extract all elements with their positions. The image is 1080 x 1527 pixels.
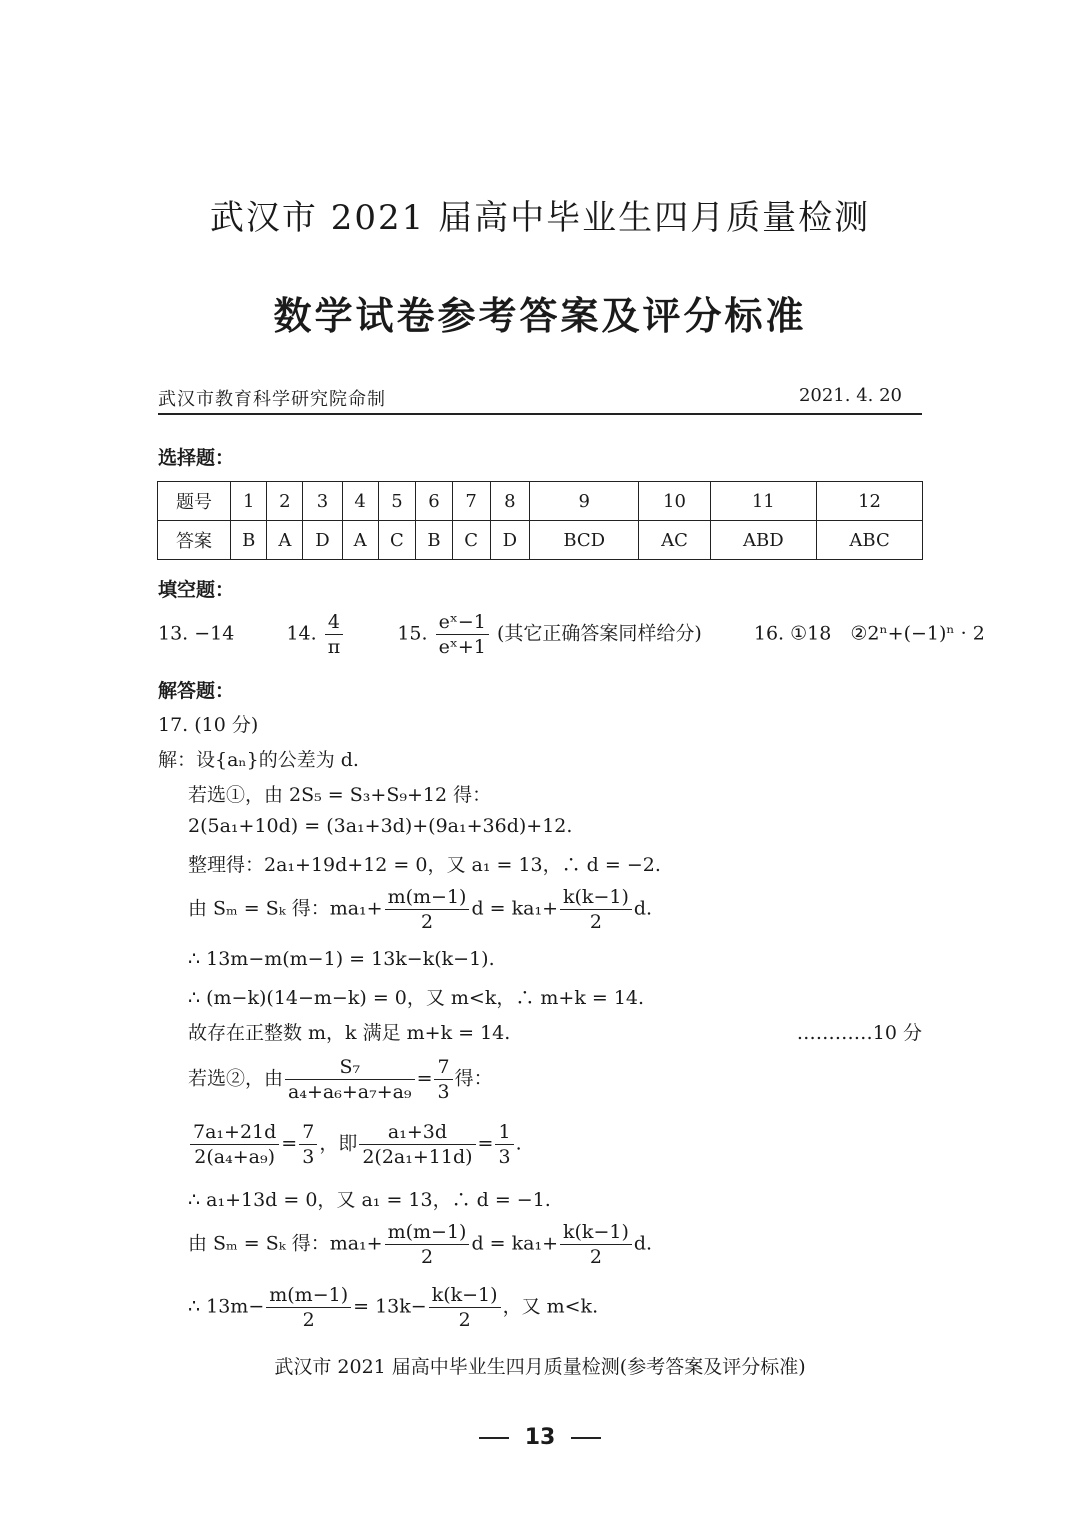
opt1-score: …………10 分 (796, 1022, 922, 1044)
fraction-numerator: k(k−1) (560, 1220, 632, 1245)
q17-header: 17. (10 分) (158, 714, 259, 736)
fraction-denominator: 2 (589, 911, 602, 933)
question-number: 4 (342, 482, 378, 521)
question-number: 2 (267, 482, 303, 521)
sm-equation-2 (188, 1220, 652, 1269)
document-title: 武汉市 2021 届高中毕业生四月质量检测 (209, 198, 871, 238)
document-subtitle: 数学试卷参考答案及评分标准 (273, 294, 807, 338)
fraction (299, 1120, 317, 1169)
fraction-numerator: S₇ (285, 1055, 415, 1080)
fraction-denominator: 2 (589, 1246, 602, 1268)
question-number: 7 (452, 482, 490, 521)
fraction-denominator: 2(2a₁+11d) (362, 1146, 473, 1168)
question-number: 8 (490, 482, 529, 521)
fraction (495, 1120, 513, 1169)
fraction-numerator: 1 (495, 1120, 513, 1145)
answer-cell: A (267, 521, 303, 560)
opt1-intro: 若选①，由 2S₅ = S₃+S₉+12 得： (188, 784, 492, 806)
answer-cell: ABD (710, 521, 817, 560)
opt2-intro (188, 1055, 493, 1104)
page-footer: 武汉市 2021 届高中毕业生四月质量检测(参考答案及评分标准) (274, 1356, 806, 1378)
fraction-numerator: 7 (299, 1120, 317, 1145)
question-number: 5 (378, 482, 416, 521)
fraction-numerator: m(m−1) (385, 1220, 470, 1245)
answer-cell: C (378, 521, 416, 560)
answer-13: 13. −14 (158, 622, 235, 645)
meta-bar (158, 383, 922, 415)
equation-text: = (281, 1132, 298, 1155)
equation-text: ∴ 13m− (188, 1295, 265, 1318)
question-number: 10 (639, 482, 710, 521)
answer-15-fraction (436, 610, 489, 659)
choice-section-label: 选择题： (158, 447, 235, 469)
answer-cell: AC (639, 521, 710, 560)
equation-text: d. (633, 897, 653, 920)
page-number-text: 13 (524, 1425, 556, 1450)
question-number: 9 (530, 482, 639, 521)
equation-text: = (477, 1132, 494, 1155)
opt1-equation: 2(5a₁+10d) = (3a₁+3d)+(9a₁+36d)+12. (188, 815, 573, 837)
table-row-numbers (158, 482, 923, 521)
answer-cell: D (490, 521, 529, 560)
fraction-numerator: eˣ−1 (436, 610, 489, 635)
q17-setup: 解：设{aₙ}的公差为 d. (158, 749, 359, 771)
opt2-step1: ∴ a₁+13d = 0，又 a₁ = 13，∴ d = −1. (188, 1189, 551, 1211)
fraction-numerator: k(k−1) (560, 885, 632, 910)
fraction (359, 1120, 475, 1169)
equation-text: 若选②，由 (188, 1067, 284, 1090)
opt2-last (188, 1283, 598, 1332)
fraction-denominator: 3 (498, 1146, 511, 1168)
fraction-denominator: a₄+a₆+a₇+a₉ (288, 1081, 412, 1103)
solution-section-label: 解答题： (158, 680, 235, 702)
fraction-denominator: 3 (302, 1146, 315, 1168)
fraction-numerator: 4 (325, 610, 344, 635)
fraction (385, 885, 470, 934)
fraction (560, 1220, 632, 1269)
fraction-numerator: m(m−1) (266, 1283, 351, 1308)
fraction (429, 1283, 501, 1332)
fraction-denominator: 2 (302, 1309, 315, 1331)
sm-equation-1 (188, 885, 652, 934)
answer-14-label: 14. (286, 622, 317, 645)
fraction-denominator: 2 (420, 911, 434, 933)
question-number: 11 (710, 482, 817, 521)
fraction-denominator: 2(a₄+a₉) (194, 1146, 276, 1168)
dash-right (571, 1437, 601, 1439)
question-number: 6 (416, 482, 452, 521)
dash-left (479, 1437, 509, 1439)
row-label-number: 题号 (158, 482, 231, 521)
fraction-denominator: 2 (420, 1246, 434, 1268)
question-number: 3 (303, 482, 342, 521)
equation-text: ，即 (319, 1132, 358, 1155)
answer-15-note: (其它正确答案同样给分) (496, 622, 702, 645)
answer-cell: D (303, 521, 342, 560)
opt2-line2 (188, 1120, 522, 1169)
equation-text: 由 Sₘ = Sₖ 得：ma₁+ (188, 1232, 383, 1255)
answer-cell: BCD (530, 521, 639, 560)
question-number: 1 (231, 482, 267, 521)
equation-text: 由 Sₘ = Sₖ 得：ma₁+ (188, 897, 383, 920)
fraction (190, 1120, 279, 1169)
fraction-numerator: 7 (434, 1055, 452, 1080)
answer-cell: C (452, 521, 490, 560)
equation-text: = 13k− (353, 1295, 427, 1318)
answer-cell: ABC (817, 521, 923, 560)
fraction-numerator: k(k−1) (429, 1283, 501, 1308)
fill-section-label: 填空题： (158, 579, 235, 601)
fraction (434, 1055, 452, 1104)
answer-cell: A (342, 521, 378, 560)
page-number (0, 1425, 1080, 1450)
question-number: 12 (817, 482, 923, 521)
opt1-step1: ∴ 13m−m(m−1) = 13k−k(k−1). (188, 948, 495, 970)
table-row-answers (158, 521, 923, 560)
answer-14-fraction (325, 610, 344, 659)
equation-text: d. (633, 1232, 653, 1255)
equation-text: 得： (454, 1067, 493, 1090)
fraction (560, 885, 632, 934)
equation-text: d = ka₁+ (471, 897, 558, 920)
opt1-conclusion: 故存在正整数 m，k 满足 m+k = 14. (188, 1022, 511, 1044)
fraction (385, 1220, 470, 1269)
fraction-numerator: a₁+3d (359, 1120, 475, 1145)
opt1-simplify: 整理得：2a₁+19d+12 = 0，又 a₁ = 13，∴ d = −2. (188, 854, 661, 876)
fraction-numerator: 7a₁+21d (190, 1120, 279, 1145)
fraction (285, 1055, 415, 1104)
fraction-denominator: eˣ+1 (438, 636, 486, 658)
fraction-denominator: π (327, 636, 341, 658)
fraction-numerator: m(m−1) (385, 885, 470, 910)
organization: 武汉市教育科学研究院命制 (158, 389, 386, 410)
fraction-denominator: 3 (437, 1081, 450, 1103)
equation-text: . (515, 1132, 522, 1155)
answer-cell: B (231, 521, 267, 560)
date: 2021. 4. 20 (798, 385, 902, 406)
opt1-step2: ∴ (m−k)(14−m−k) = 0，又 m<k，∴ m+k = 14. (188, 987, 645, 1009)
row-label-answer: 答案 (158, 521, 231, 560)
equation-text: ，又 m<k. (502, 1295, 599, 1318)
fraction-denominator: 2 (458, 1309, 471, 1331)
fraction (266, 1283, 351, 1332)
answer-16: 16. ①18 ②2ⁿ+(−1)ⁿ · 2 (753, 622, 985, 645)
answer-cell: B (416, 521, 452, 560)
equation-text: d = ka₁+ (471, 1232, 558, 1255)
equation-text: = (416, 1067, 433, 1090)
fill-answers (158, 610, 985, 659)
answer-15-label: 15. (397, 622, 428, 645)
answer-table (157, 481, 923, 560)
